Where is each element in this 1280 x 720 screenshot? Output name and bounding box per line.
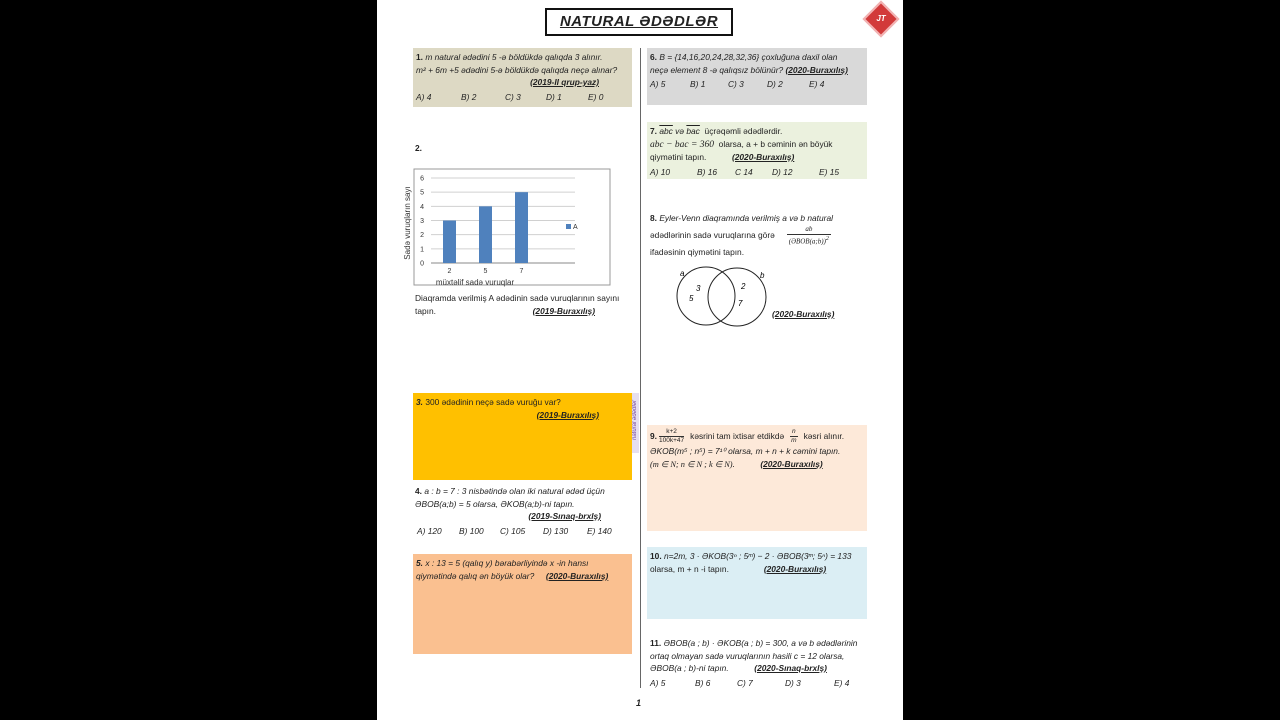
y-tick-label: 1 xyxy=(420,246,424,254)
q1-answer-a: A) 4 xyxy=(416,91,432,102)
y-tick-label: 3 xyxy=(420,218,424,225)
q10-line2: olarsa, m + n -i tapın. xyxy=(650,563,729,574)
q8-source-box xyxy=(769,305,869,321)
q4-line1: a : b = 7 : 3 nisbətində olan iki natural ədəd üçün xyxy=(424,486,605,496)
page-title: NATURAL ƏDƏDLƏR xyxy=(559,13,719,30)
q6-number: 6. xyxy=(650,52,657,62)
q10-number: 10. xyxy=(650,551,662,561)
venn-b-value-2: 7 xyxy=(738,299,743,308)
q2-text: Diaqramda verilmiş A ədədinin sadə vuruqlarının sayını tapın. xyxy=(415,293,620,316)
question-4 xyxy=(412,482,634,540)
q7-line3: qiymətini tapın. xyxy=(650,152,707,162)
venn-label-a: a xyxy=(680,269,685,278)
q7-equation: abc − bac = 360 xyxy=(650,139,715,150)
q1-line2: m² + 6m +5 ədədini 5-ə böldükdə qalıqda neçə alınar? xyxy=(416,64,618,75)
q11-answer-d: D) 3 xyxy=(785,677,801,688)
question-8 xyxy=(647,209,872,261)
q7-and: və xyxy=(675,126,685,136)
q10-line1: n=2m, 3 · ƏKOB(3ⁿ ; 5ᵐ) − 2 · ƏBOB(3ᵐ; 5ⁿ) = 133 xyxy=(663,551,852,561)
q4-number: 4. xyxy=(415,486,422,496)
q11-answer-c: C) 7 xyxy=(737,677,753,688)
q7-answers xyxy=(650,166,864,179)
q9-frac1-num: k+2 xyxy=(666,428,677,435)
q7-number: 7. xyxy=(650,126,657,136)
bar-2 xyxy=(443,221,456,264)
bar-chart xyxy=(405,168,611,288)
question-11 xyxy=(647,634,873,692)
q9-line2: ƏKOB(m⁵ ; n⁵) = 7¹⁰ olarsa, m + n + k cəmini tapın. xyxy=(650,446,841,456)
q9-source: (2020-Buraxılış) xyxy=(760,458,823,469)
venn-a-value-2: 5 xyxy=(689,294,694,303)
q11-line3: ƏBOB(a ; b)-ni tapın. xyxy=(650,663,729,673)
x-tick-label: 7 xyxy=(519,268,524,275)
q6-answer-c: C) 3 xyxy=(728,79,744,89)
q4-answer-c: C) 105 xyxy=(500,525,526,536)
venn-circle-a xyxy=(677,267,735,325)
q4-line2: ƏBOB(a;b) = 5 olarsa, ƏKOB(a;b)-ni tapın. xyxy=(415,498,575,509)
q7-line2-rest: olarsa, a + b cəminin ən böyük xyxy=(718,138,833,149)
question-3 xyxy=(413,393,632,480)
q6-source: (2020-Buraxılış) xyxy=(785,64,848,75)
q8-source: (2020-Buraxılış) xyxy=(772,309,835,319)
q9-fraction-2 xyxy=(790,428,797,445)
q8-frac-den: (ƏBOB(a;b)) xyxy=(788,236,826,245)
q11-source: (2020-Sınaq-brxlş) xyxy=(754,663,827,673)
q5-line1: x : 13 = 5 (qalıq y) bərabərliyində x -in hansı xyxy=(425,558,589,568)
q9-number: 9. xyxy=(650,431,657,442)
title-box xyxy=(545,8,733,36)
y-tick-label: 0 xyxy=(420,260,424,268)
q7-source: (2020-Buraxılış) xyxy=(731,152,795,162)
question-9 xyxy=(647,425,867,531)
jt-logo xyxy=(863,1,900,38)
logo-text: JT xyxy=(876,14,886,23)
y-axis-title: Sadə vuruqların sayı xyxy=(403,186,412,260)
q1-line1: m natural ədədini 5 -ə böldükdə qalıqda 3 alınır. xyxy=(425,52,603,62)
q11-answer-b: B) 6 xyxy=(695,677,711,688)
q1-answer-d: D) 1 xyxy=(546,91,562,102)
y-tick-label: 5 xyxy=(420,189,424,197)
q11-line1: ƏBOB(a ; b) · ƏKOB(a ; b) = 300, a və b ədədlərinin xyxy=(663,638,858,648)
q8-line1: Eyler-Venn diaqramında verilmiş a və b natural xyxy=(659,213,833,223)
q9-line3: (m ∈ N; n ∈ N ; k ∈ N). xyxy=(650,459,735,469)
bar-5 xyxy=(479,206,492,263)
venn-a-value-1: 3 xyxy=(696,284,701,293)
q3-text: 300 ədədinin neçə sadə vuruğu var? xyxy=(425,397,561,407)
q5-line2: qiymətində qalıq ən böyük olar? xyxy=(416,570,535,581)
q6-line1: B = {14,16,20,24,28,32,36} çoxluğuna daxil olan xyxy=(659,52,838,62)
q7-answer-a: A) 10 xyxy=(650,166,671,177)
q4-answer-e: E) 140 xyxy=(587,525,612,536)
q9-frac2-num: n xyxy=(792,428,796,435)
q6-answer-a: A) 5 xyxy=(650,79,666,89)
q1-answer-c: C) 3 xyxy=(505,91,521,102)
q9-mid: kəsrini tam ixtisar etdikdə xyxy=(690,431,785,442)
q9-frac2-den: m xyxy=(791,437,797,444)
worksheet-page xyxy=(377,0,903,720)
q5-number: 5. xyxy=(416,558,423,568)
legend-label: A xyxy=(573,224,578,231)
question-1 xyxy=(413,48,632,107)
x-axis-title: müxtəlif sadə vuruqlar xyxy=(435,278,515,287)
q10-source: (2020-Buraxılış) xyxy=(763,563,827,574)
y-tick-label: 6 xyxy=(420,175,424,183)
q7-abc: $\overline{abc}$ xyxy=(659,126,673,136)
bar-7 xyxy=(515,192,528,263)
q6-line2: neçə element 8 -ə qalıqsız bölünür? xyxy=(650,64,784,75)
q4-answer-a: A) 120 xyxy=(417,525,442,536)
q6-answers xyxy=(650,78,864,91)
q4-answer-b: B) 100 xyxy=(459,525,484,536)
venn-circle-b xyxy=(708,268,766,326)
q6-answer-e: E) 4 xyxy=(809,79,825,89)
q7-answer-b: B) 16 xyxy=(697,166,718,177)
q11-number: 11. xyxy=(650,638,662,648)
x-tick-label: 5 xyxy=(483,268,488,275)
venn-diagram xyxy=(672,264,772,330)
q7-answer-c: C 14 xyxy=(735,166,753,177)
q2-number: 2. xyxy=(415,143,422,153)
q8-fraction xyxy=(787,225,831,246)
q4-answer-d: D) 130 xyxy=(543,525,569,536)
q8-line3: ifadəsinin qiymətini tapın. xyxy=(650,246,745,257)
q8-number: 8. xyxy=(650,213,657,223)
q7-bac: $\overline{bac}$ xyxy=(686,126,700,136)
q8-frac-num: ab xyxy=(805,224,813,233)
q6-answer-b: B) 1 xyxy=(690,79,706,89)
q5-source: (2020-Buraxılış) xyxy=(545,570,609,581)
x-tick-label: 2 xyxy=(447,268,452,275)
y-tick-label: 4 xyxy=(420,203,424,211)
q9-end: kəsri alınır. xyxy=(803,431,845,442)
q8-line2: ədədlərinin sadə vuruqlarına görə xyxy=(650,229,775,240)
question-2-text xyxy=(412,289,632,321)
q4-source: (2019-Sınaq-brxlş) xyxy=(528,511,601,521)
column-divider xyxy=(640,48,641,688)
q11-answer-a: A) 5 xyxy=(650,677,666,688)
q1-answer-b: B) 2 xyxy=(461,91,477,102)
q3-source: (2019-Buraxılış) xyxy=(536,409,599,420)
page-number: 1 xyxy=(636,698,642,708)
question-5 xyxy=(413,554,632,654)
q7-line1-rest: üçrəqəmli ədədlərdir. xyxy=(704,126,783,136)
q3-number: 3. xyxy=(416,397,423,407)
q6-answer-d: D) 2 xyxy=(767,79,783,89)
question-6 xyxy=(647,48,867,105)
question-2 xyxy=(412,139,632,155)
question-10 xyxy=(647,547,867,619)
q9-fraction-1 xyxy=(659,428,684,445)
y-tick-label: 2 xyxy=(420,232,424,240)
side-tag-text: natural ədədlər xyxy=(632,399,638,441)
q8-frac-exp: 2 xyxy=(825,235,829,242)
q1-answer-e: E) 0 xyxy=(588,91,604,102)
question-7 xyxy=(647,122,867,179)
venn-b-value-1: 2 xyxy=(741,282,746,291)
q4-answers xyxy=(415,525,631,538)
q1-number: 1. xyxy=(416,52,423,62)
q2-source: (2019-Buraxılış) xyxy=(532,306,595,316)
q7-answer-e: E) 15 xyxy=(819,166,840,177)
q11-answer-e: E) 4 xyxy=(834,677,850,688)
q9-frac1-den: 100k+47 xyxy=(659,437,685,444)
legend-swatch xyxy=(566,224,571,229)
q11-answers xyxy=(650,677,870,690)
q11-line2: ortaq olmayan sadə vuruqlarının hasili c = 12 olarsa, xyxy=(650,650,845,661)
q1-answers xyxy=(416,91,629,104)
venn-label-b: b xyxy=(760,271,765,280)
q1-source: (2019-II qrup-yaz) xyxy=(530,77,599,87)
q7-answer-d: D) 12 xyxy=(772,166,793,177)
